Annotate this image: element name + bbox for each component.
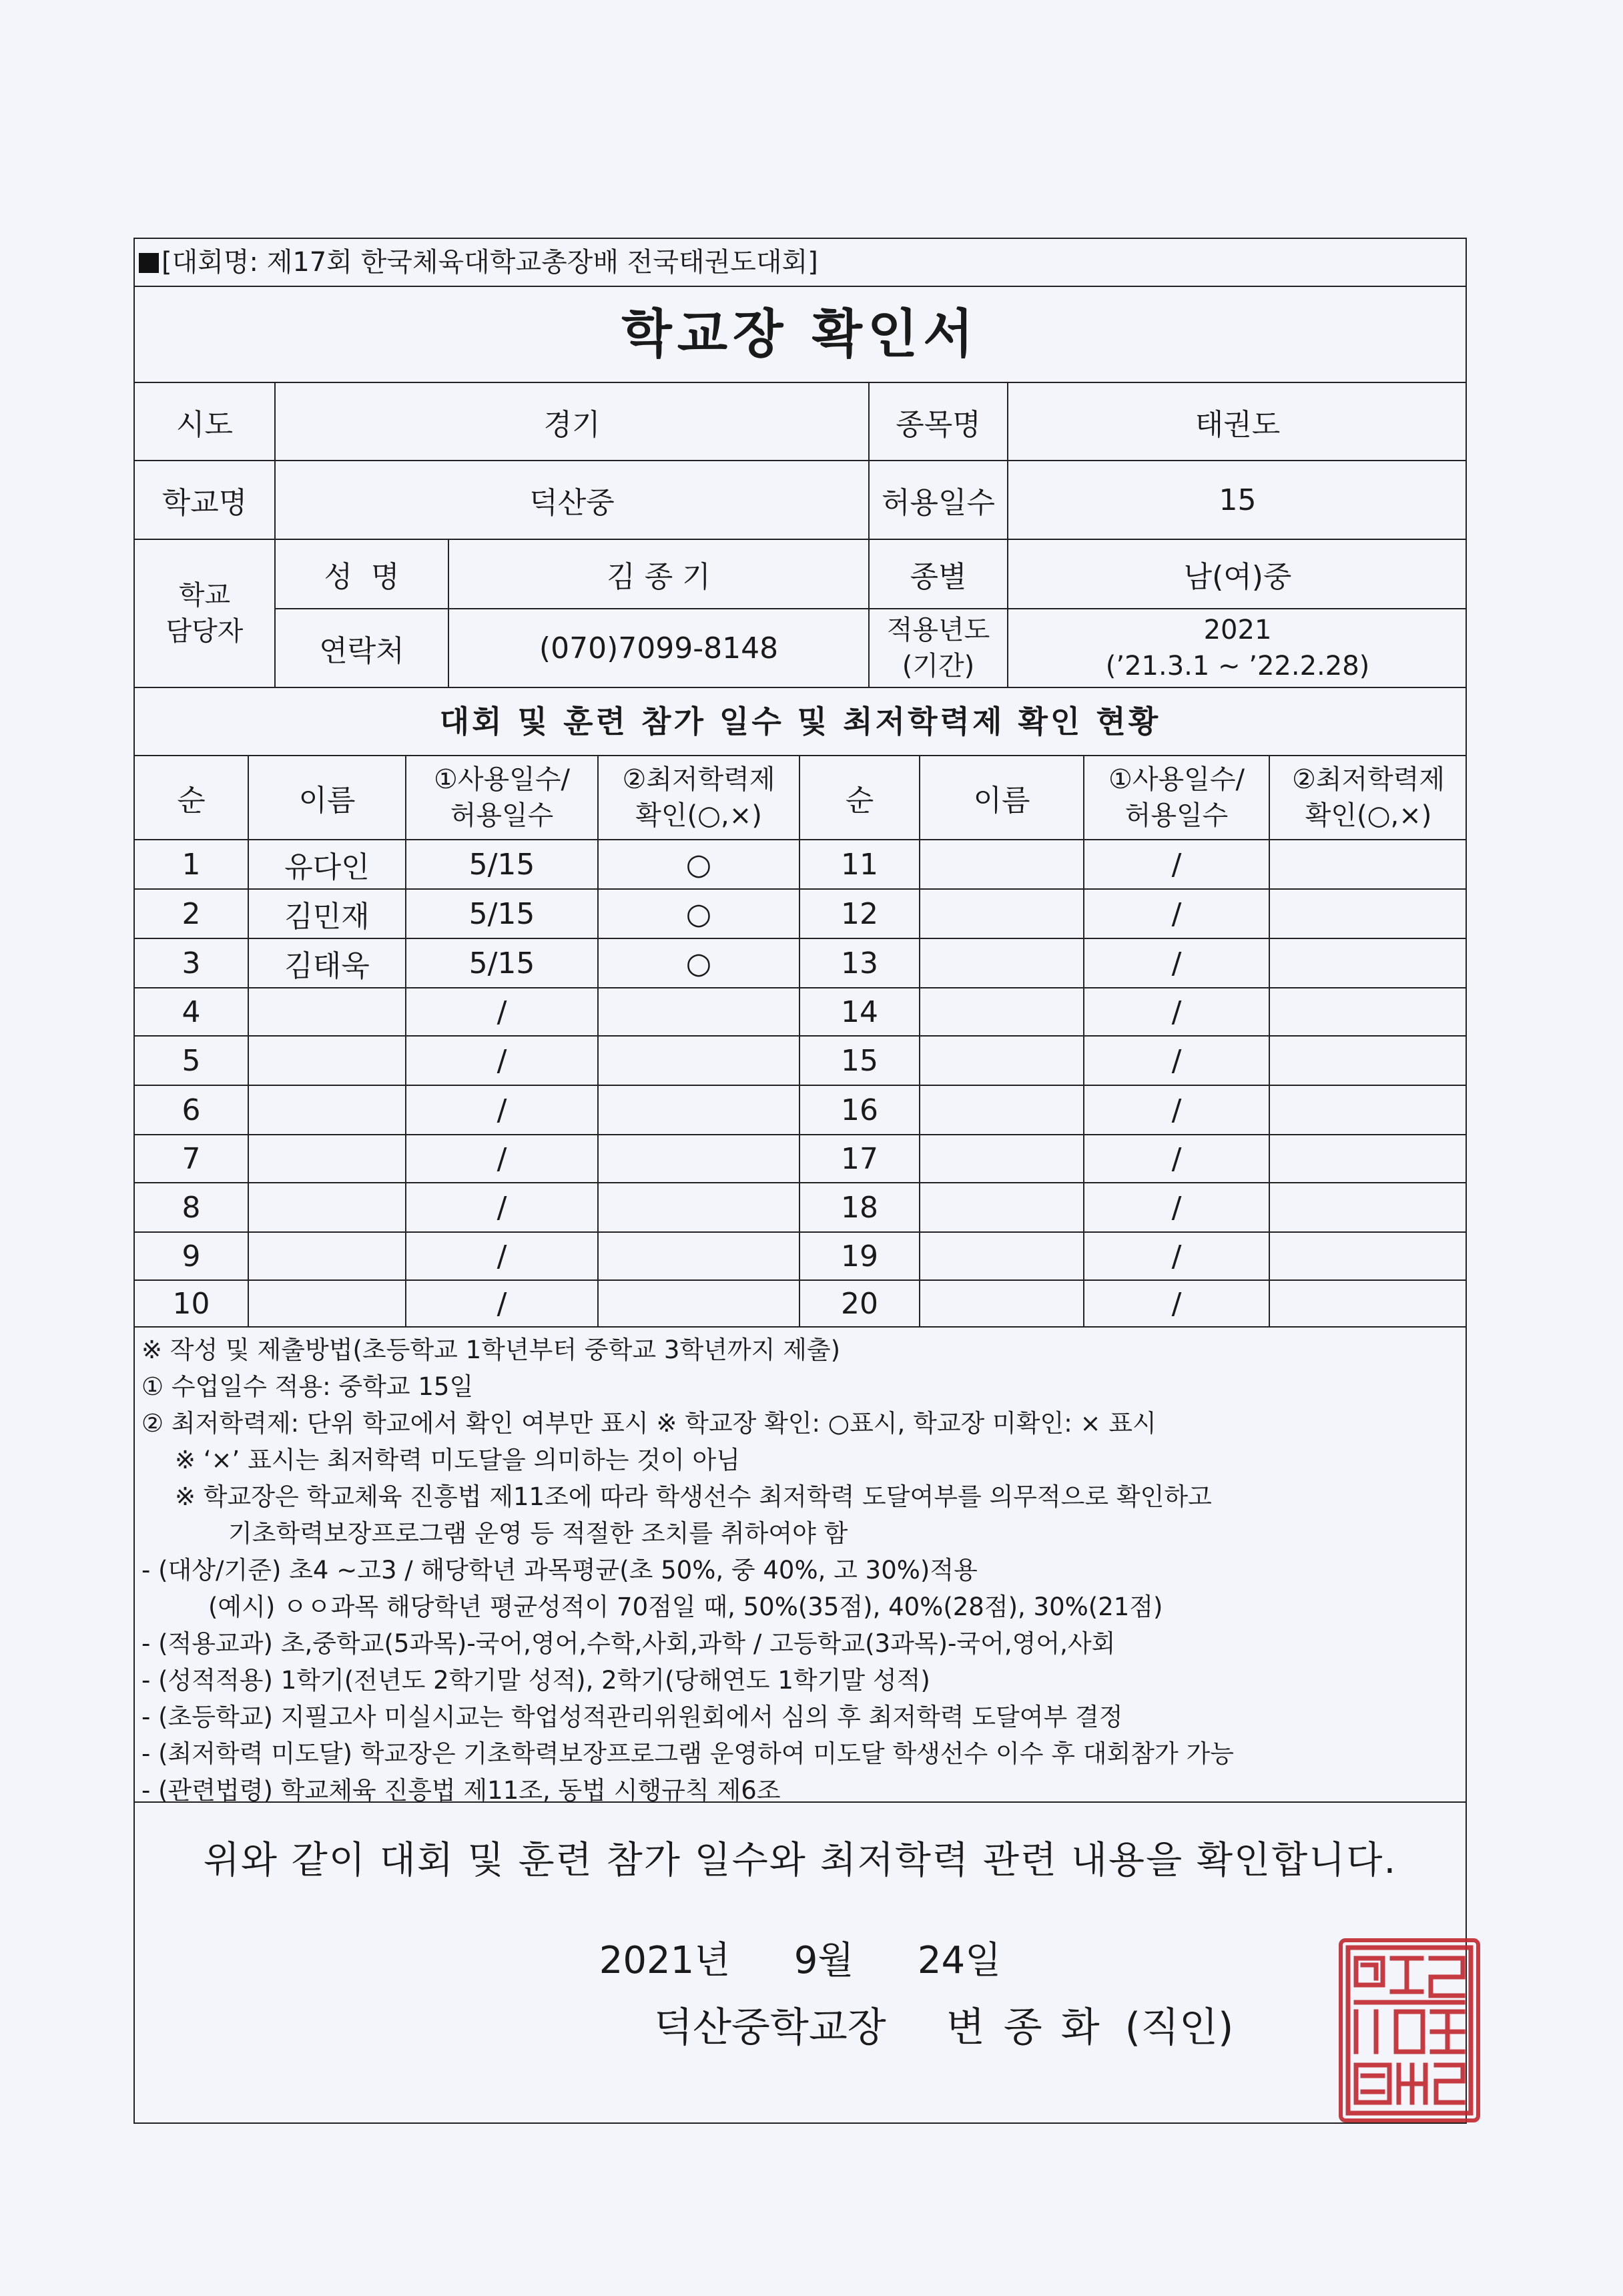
note-line: 기초학력보장프로그램 운영 등 적절한 조치를 취하여야 함 — [228, 1519, 848, 1548]
achievement-check — [1269, 889, 1467, 938]
form-frame — [133, 238, 1467, 2124]
row-number: 6 — [135, 1085, 248, 1135]
year-value: 2021 (’21.3.1 ~ ’22.2.28) — [1008, 609, 1467, 687]
row-number: 20 — [799, 1280, 920, 1327]
table-row — [135, 988, 1467, 1036]
student-name — [920, 1280, 1084, 1327]
issue-date: 2021년 9월 24일 — [599, 1939, 1002, 1982]
year-label: 적용년도 (기간) — [869, 609, 1008, 687]
row-number: 19 — [799, 1232, 920, 1280]
table-row — [135, 1085, 1467, 1135]
header-name: 이름 — [920, 756, 1084, 840]
principal-title: 덕산중학교장 — [654, 2004, 886, 2051]
days-used: / — [1084, 889, 1269, 938]
manager-name-value: 김 종 기 — [448, 539, 869, 609]
days-used: / — [406, 1135, 598, 1183]
days-used: 5/15 — [406, 889, 598, 938]
note-line: - (성적적용) 1학기(전년도 2학기말 성적), 2학기(당해연도 1학기말 성적) — [141, 1666, 930, 1695]
signature-line — [654, 1996, 1233, 2053]
student-name — [248, 1183, 406, 1232]
student-name — [920, 840, 1084, 889]
principal-name: 변종화 — [946, 2004, 1118, 2051]
header-check: ②최저학력제 확인(○,×) — [598, 756, 799, 840]
student-name — [920, 1085, 1084, 1135]
days-used: / — [1084, 840, 1269, 889]
achievement-check — [1269, 1232, 1467, 1280]
achievement-check: ○ — [598, 889, 799, 938]
student-name — [248, 1232, 406, 1280]
days-used: / — [406, 988, 598, 1036]
note-line: ※ 학교장은 학교체육 진흥법 제11조에 따라 학생선수 최저학력 도달여부를 의무적으로 확인하고 — [175, 1482, 1212, 1511]
achievement-check: ○ — [598, 938, 799, 988]
achievement-check — [598, 1036, 799, 1085]
row-number: 5 — [135, 1036, 248, 1085]
allowed-days-value: 15 — [1008, 461, 1467, 539]
contact-value: (070)7099-8148 — [448, 609, 869, 687]
student-name — [920, 1036, 1084, 1085]
days-used: 5/15 — [406, 938, 598, 988]
achievement-check — [598, 1183, 799, 1232]
achievement-check — [1269, 1085, 1467, 1135]
note-line: ※ ‘×’ 표시는 최저학력 미도달을 의미하는 것이 아님 — [175, 1446, 740, 1474]
row-number: 14 — [799, 988, 920, 1036]
seal-icon — [1343, 1942, 1476, 2118]
manager-label: 학교 담당자 — [135, 539, 275, 687]
row-number: 9 — [135, 1232, 248, 1280]
achievement-check — [598, 988, 799, 1036]
confirmation-statement: 위와 같이 대회 및 훈련 참가 일수와 최저학력 관련 내용을 확인합니다. — [203, 1839, 1397, 1882]
row-number: 2 — [135, 889, 248, 938]
days-used: / — [406, 1036, 598, 1085]
student-name — [920, 1135, 1084, 1183]
days-used: / — [406, 1183, 598, 1232]
note-line: ※ 작성 및 제출방법(초등학교 1학년부터 중학교 3학년까지 제출) — [141, 1336, 841, 1364]
header-check: ②최저학력제 확인(○,×) — [1269, 756, 1467, 840]
row-number: 8 — [135, 1183, 248, 1232]
table-row — [135, 1036, 1467, 1085]
table-row — [135, 1280, 1467, 1327]
header-no: 순 — [799, 756, 920, 840]
event-label: 종목명 — [869, 383, 1008, 461]
student-name — [248, 1036, 406, 1085]
days-used: / — [1084, 1280, 1269, 1327]
achievement-check — [1269, 1135, 1467, 1183]
days-used: / — [1084, 1183, 1269, 1232]
days-used: / — [1084, 938, 1269, 988]
note-line: ② 최저학력제: 단위 학교에서 확인 여부만 표시 ※ 학교장 확인: ○표시, 학교장 미확인: × 표시 — [141, 1409, 1157, 1438]
note-line: - (대상/기준) 초4 ~고3 / 해당학년 과목평균(초 50%, 중 40%, 고 30%)적용 — [141, 1556, 978, 1585]
header-no: 순 — [135, 756, 248, 840]
official-seal-stamp — [1339, 1938, 1480, 2122]
row-number: 17 — [799, 1135, 920, 1183]
table-row — [135, 1232, 1467, 1280]
student-name — [248, 988, 406, 1036]
student-name — [248, 1135, 406, 1183]
roster-rows — [135, 840, 1467, 1327]
days-used: / — [406, 1085, 598, 1135]
row-number: 1 — [135, 840, 248, 889]
competition-name: [대회명: 제17회 한국체육대학교총장배 전국태권도대회] — [161, 247, 818, 278]
days-used: / — [1084, 1036, 1269, 1085]
sido-value: 경기 — [275, 383, 869, 461]
row-number: 18 — [799, 1183, 920, 1232]
table-row — [135, 840, 1467, 889]
seal-label: (직인) — [1124, 2004, 1234, 2051]
section-title: 대회 및 훈련 참가 일수 및 최저학력제 확인 현황 — [135, 688, 1466, 756]
competition-header — [135, 239, 1466, 287]
student-name — [920, 1232, 1084, 1280]
row-number: 16 — [799, 1085, 920, 1135]
student-name — [248, 1280, 406, 1327]
student-name — [920, 1183, 1084, 1232]
student-name: 김태욱 — [248, 938, 406, 988]
achievement-check — [598, 1085, 799, 1135]
days-used: / — [1084, 1085, 1269, 1135]
table-row — [135, 889, 1467, 938]
days-used: / — [1084, 1135, 1269, 1183]
page-title: 학교장 확인서 — [135, 287, 1466, 383]
header-name: 이름 — [248, 756, 406, 840]
student-name: 김민재 — [248, 889, 406, 938]
days-used: / — [406, 1280, 598, 1327]
row-number: 3 — [135, 938, 248, 988]
row-number: 10 — [135, 1280, 248, 1327]
info-table — [135, 383, 1467, 688]
note-line: - (최저학력 미도달) 학교장은 기초학력보장프로그램 운영하여 미도달 학생선수 이수 후 대회참가 가능 — [141, 1739, 1235, 1768]
category-value: 남(여)중 — [1008, 539, 1467, 609]
school-value: 덕산중 — [275, 461, 869, 539]
achievement-check — [1269, 840, 1467, 889]
category-label: 종별 — [869, 539, 1008, 609]
student-name: 유다인 — [248, 840, 406, 889]
manager-name-label: 성 명 — [275, 539, 448, 609]
student-name — [920, 938, 1084, 988]
achievement-check — [1269, 1280, 1467, 1327]
table-row — [135, 1183, 1467, 1232]
note-line: - (관련법령) 학교체육 진흥법 제11조, 동법 시행규칙 제6조 — [141, 1776, 781, 1805]
student-name — [248, 1085, 406, 1135]
achievement-check — [1269, 1036, 1467, 1085]
achievement-check — [598, 1280, 799, 1327]
notes-section — [135, 1328, 1466, 1803]
contact-label: 연락처 — [275, 609, 448, 687]
student-name — [920, 889, 1084, 938]
days-used: / — [406, 1232, 598, 1280]
row-number: 4 — [135, 988, 248, 1036]
achievement-check — [598, 1232, 799, 1280]
row-number: 11 — [799, 840, 920, 889]
achievement-check — [1269, 1183, 1467, 1232]
note-line: - (적용교과) 초,중학교(5과목)-국어,영어,수학,사회,과학 / 고등학교(3과목)-국어,영어,사회 — [141, 1629, 1116, 1658]
note-line: (예시) ㅇㅇ과목 해당학년 평균성적이 70점일 때, 50%(35점), 40%(28점), 30%(21점) — [208, 1593, 1163, 1621]
days-used: / — [1084, 988, 1269, 1036]
school-label: 학교명 — [135, 461, 275, 539]
days-used: 5/15 — [406, 840, 598, 889]
row-number: 7 — [135, 1135, 248, 1183]
achievement-check — [1269, 988, 1467, 1036]
note-line: ① 수업일수 적용: 중학교 15일 — [141, 1372, 474, 1401]
student-name — [920, 988, 1084, 1036]
row-number: 12 — [799, 889, 920, 938]
event-value: 태권도 — [1008, 383, 1467, 461]
achievement-check — [598, 1135, 799, 1183]
achievement-check: ○ — [598, 840, 799, 889]
sido-label: 시도 — [135, 383, 275, 461]
row-number: 15 — [799, 1036, 920, 1085]
row-number: 13 — [799, 938, 920, 988]
allowed-days-label: 허용일수 — [869, 461, 1008, 539]
achievement-check — [1269, 938, 1467, 988]
table-row — [135, 938, 1467, 988]
roster-table — [135, 756, 1467, 1328]
header-days: ①사용일수/ 허용일수 — [1084, 756, 1269, 840]
square-bullet-icon — [139, 253, 159, 273]
days-used: / — [1084, 1232, 1269, 1280]
header-days: ①사용일수/ 허용일수 — [406, 756, 598, 840]
table-row — [135, 1135, 1467, 1183]
note-line: - (초등학교) 지필고사 미실시교는 학업성적관리위원회에서 심의 후 최저학력 도달여부 결정 — [141, 1703, 1123, 1731]
